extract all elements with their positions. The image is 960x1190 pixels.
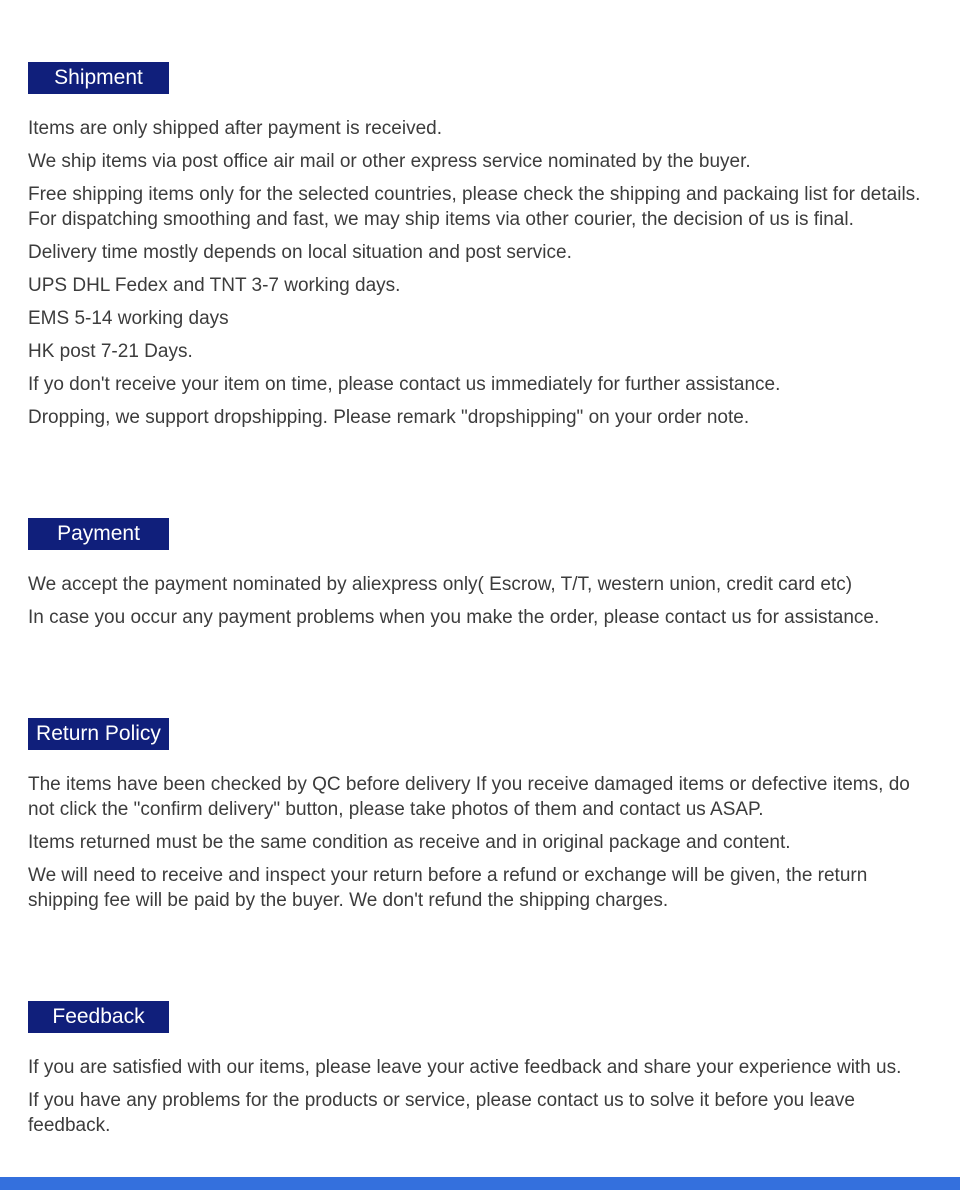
section-title-shipment: Shipment	[54, 66, 143, 89]
policy-text: In case you occur any payment problems when you make the order, please contact us for assistance.	[28, 607, 880, 628]
policy-text: Items returned must be the same condition as receive and in original package and content.	[28, 832, 791, 853]
bottom-divider-bar	[0, 1177, 960, 1190]
section-feedback	[0, 1001, 960, 1146]
policy-text: We accept the payment nominated by aliexpress only( Escrow, T/T, western union, credit card etc)	[28, 574, 853, 595]
section-return-policy	[0, 718, 960, 921]
policy-text: Items are only shipped after payment is received.	[28, 118, 442, 139]
policy-text: If yo don't receive your item on time, please contact us immediately for further assistance.	[28, 374, 781, 395]
section-header-feedback	[28, 1001, 169, 1033]
policy-text: Delivery time mostly depends on local situation and post service.	[28, 242, 572, 263]
section-header-shipment	[28, 62, 169, 94]
section-header-return-policy	[28, 718, 169, 750]
section-title-payment: Payment	[57, 522, 140, 545]
section-title-feedback: Feedback	[52, 1005, 145, 1028]
section-header-payment	[28, 518, 169, 550]
policy-text: We will need to receive and inspect your return before a refund or exchange will be given, the return shipping fee will be paid by the buyer. We don't refund the shipping charges.	[28, 865, 868, 911]
policy-text: Free shipping items only for the selected countries, please check the shipping and packaing list for details. For dispatching smoothing and fast, we may ship items via other courier, the decision of us is final.	[28, 184, 921, 230]
policy-text: Dropping, we support dropshipping. Please remark "dropshipping" on your order note.	[28, 407, 750, 428]
policy-text: If you have any problems for the products or service, please contact us to solve it before you leave feedback.	[28, 1090, 855, 1136]
policy-text: HK post 7-21 Days.	[28, 341, 193, 362]
policy-text: EMS 5-14 working days	[28, 308, 229, 329]
section-title-return-policy: Return Policy	[36, 722, 161, 745]
policy-text: We ship items via post office air mail or other express service nominated by the buyer.	[28, 151, 751, 172]
policy-text: UPS DHL Fedex and TNT 3-7 working days.	[28, 275, 401, 296]
section-shipment	[0, 62, 960, 438]
policy-text: The items have been checked by QC before delivery If you receive damaged items or defective items, do not click the "confirm delivery" button, please take photos of them and contact us ASAP.	[28, 774, 910, 820]
policy-text: If you are satisfied with our items, please leave your active feedback and share your experience with us.	[28, 1057, 902, 1078]
section-payment	[0, 518, 960, 638]
